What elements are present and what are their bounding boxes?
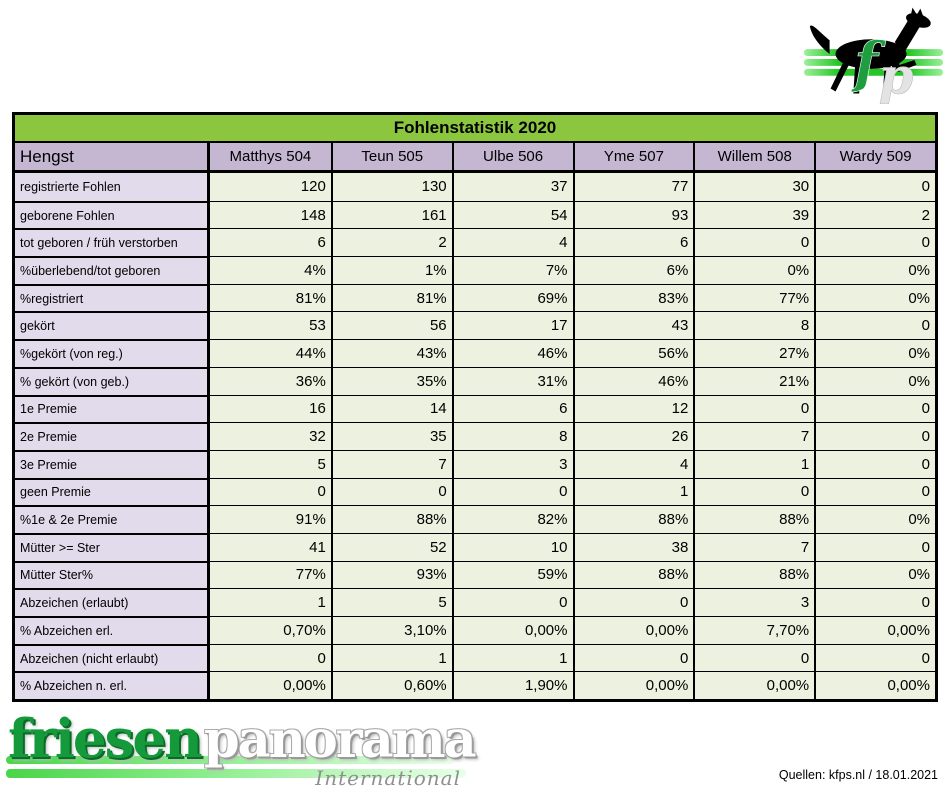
row-label: % Abzeichen n. erl. <box>15 671 210 699</box>
table-row <box>15 256 935 284</box>
source-caption: Quellen: kfps.nl / 18.01.2021 <box>778 768 938 782</box>
cell-value: 0,00% <box>814 616 935 644</box>
cell-value: 0 <box>331 478 452 506</box>
cell-value: 0,00% <box>210 671 331 699</box>
table-body <box>15 173 935 699</box>
row-label: % Abzeichen erl. <box>15 616 210 644</box>
cell-value: 6 <box>573 228 694 256</box>
table-row <box>15 588 935 616</box>
wordmark-friesen: friesen <box>8 708 201 770</box>
table-row <box>15 671 935 699</box>
cell-value: 93 <box>573 201 694 229</box>
cell-value: 46% <box>452 339 573 367</box>
cell-value: 32 <box>210 422 331 450</box>
cell-value: 37 <box>452 173 573 201</box>
cell-value: 2 <box>331 228 452 256</box>
cell-value: 0 <box>693 478 814 506</box>
cell-value: 52 <box>331 533 452 561</box>
cell-value: 0,00% <box>573 616 694 644</box>
monogram-f: f <box>854 30 879 96</box>
column-header: Ulbe 506 <box>452 143 573 170</box>
cell-value: 0 <box>814 228 935 256</box>
horse-logo <box>800 6 948 106</box>
cell-value: 56 <box>331 311 452 339</box>
row-label: Mütter >= Ster <box>15 533 210 561</box>
cell-value: 1 <box>452 644 573 672</box>
row-label: Abzeichen (nicht erlaubt) <box>15 644 210 672</box>
cell-value: 16 <box>210 395 331 423</box>
cell-value: 59% <box>452 561 573 589</box>
cell-value: 7,70% <box>693 616 814 644</box>
row-label: registrierte Fohlen <box>15 173 210 201</box>
cell-value: 88% <box>573 561 694 589</box>
row-label: %überlebend/tot geboren <box>15 256 210 284</box>
wordmark-international: International <box>315 766 461 790</box>
cell-value: 5 <box>210 450 331 478</box>
cell-value: 0% <box>814 284 935 312</box>
cell-value: 1 <box>331 644 452 672</box>
cell-value: 0 <box>693 395 814 423</box>
cell-value: 0,00% <box>573 671 694 699</box>
cell-value: 88% <box>573 505 694 533</box>
cell-value: 148 <box>210 201 331 229</box>
cell-value: 35% <box>331 367 452 395</box>
cell-value: 38 <box>573 533 694 561</box>
cell-value: 88% <box>693 505 814 533</box>
cell-value: 77 <box>573 173 694 201</box>
table-row <box>15 395 935 423</box>
cell-value: 161 <box>331 201 452 229</box>
cell-value: 0,00% <box>814 671 935 699</box>
cell-value: 82% <box>452 505 573 533</box>
cell-value: 36% <box>210 367 331 395</box>
row-label: 3e Premie <box>15 450 210 478</box>
cell-value: 1 <box>693 450 814 478</box>
cell-value: 0% <box>693 256 814 284</box>
cell-value: 0 <box>814 644 935 672</box>
row-label: Abzeichen (erlaubt) <box>15 588 210 616</box>
row-label: %registriert <box>15 284 210 312</box>
table-row <box>15 311 935 339</box>
friesenpanorama-wordmark <box>6 708 475 800</box>
cell-value: 0 <box>210 478 331 506</box>
cell-value: 0 <box>814 478 935 506</box>
row-header-label: Hengst <box>15 143 210 170</box>
table-row <box>15 450 935 478</box>
cell-value: 3 <box>693 588 814 616</box>
table-row <box>15 228 935 256</box>
cell-value: 81% <box>210 284 331 312</box>
cell-value: 14 <box>331 395 452 423</box>
monogram-p: p <box>878 47 914 106</box>
cell-value: 6 <box>210 228 331 256</box>
table-row <box>15 201 935 229</box>
cell-value: 56% <box>573 339 694 367</box>
row-label: %gekört (von reg.) <box>15 339 210 367</box>
cell-value: 69% <box>452 284 573 312</box>
row-label: geen Premie <box>15 478 210 506</box>
wordmark-panorama: panorama <box>204 710 475 770</box>
table-row <box>15 284 935 312</box>
row-label: geborene Fohlen <box>15 201 210 229</box>
table-row <box>15 644 935 672</box>
cell-value: 0% <box>814 256 935 284</box>
column-header: Yme 507 <box>573 143 694 170</box>
row-label: gekört <box>15 311 210 339</box>
table-row <box>15 561 935 589</box>
row-label: %1e & 2e Premie <box>15 505 210 533</box>
cell-value: 0% <box>814 505 935 533</box>
table-row <box>15 173 935 201</box>
cell-value: 130 <box>331 173 452 201</box>
cell-value: 1% <box>331 256 452 284</box>
cell-value: 88% <box>331 505 452 533</box>
cell-value: 77% <box>693 284 814 312</box>
cell-value: 88% <box>693 561 814 589</box>
horse-icon <box>800 6 948 106</box>
cell-value: 0 <box>210 644 331 672</box>
cell-value: 0 <box>573 644 694 672</box>
cell-value: 0 <box>814 173 935 201</box>
header-row <box>15 143 935 173</box>
cell-value: 26 <box>573 422 694 450</box>
cell-value: 41 <box>210 533 331 561</box>
cell-value: 27% <box>693 339 814 367</box>
table-row <box>15 367 935 395</box>
row-label: Mütter Ster% <box>15 561 210 589</box>
cell-value: 0 <box>814 588 935 616</box>
cell-value: 12 <box>573 395 694 423</box>
cell-value: 3 <box>452 450 573 478</box>
column-header: Teun 505 <box>331 143 452 170</box>
cell-value: 1 <box>210 588 331 616</box>
cell-value: 0,00% <box>452 616 573 644</box>
cell-value: 7% <box>452 256 573 284</box>
cell-value: 39 <box>693 201 814 229</box>
row-label: 2e Premie <box>15 422 210 450</box>
cell-value: 0,70% <box>210 616 331 644</box>
cell-value: 91% <box>210 505 331 533</box>
table-row <box>15 616 935 644</box>
table-row <box>15 478 935 506</box>
cell-value: 8 <box>693 311 814 339</box>
cell-value: 43 <box>573 311 694 339</box>
cell-value: 44% <box>210 339 331 367</box>
cell-value: 6% <box>573 256 694 284</box>
cell-value: 4 <box>573 450 694 478</box>
column-header: Matthys 504 <box>210 143 331 170</box>
cell-value: 7 <box>331 450 452 478</box>
cell-value: 0% <box>814 339 935 367</box>
cell-value: 6 <box>452 395 573 423</box>
row-label: tot geboren / früh verstorben <box>15 228 210 256</box>
cell-value: 7 <box>693 533 814 561</box>
cell-value: 0% <box>814 367 935 395</box>
cell-value: 0,60% <box>331 671 452 699</box>
cell-value: 120 <box>210 173 331 201</box>
foal-statistics-table <box>12 112 938 702</box>
cell-value: 83% <box>573 284 694 312</box>
cell-value: 1,90% <box>452 671 573 699</box>
cell-value: 93% <box>331 561 452 589</box>
table-title: Fohlenstatistik 2020 <box>15 115 935 143</box>
cell-value: 46% <box>573 367 694 395</box>
cell-value: 21% <box>693 367 814 395</box>
table-row <box>15 533 935 561</box>
cell-value: 0 <box>693 644 814 672</box>
column-header: Willem 508 <box>693 143 814 170</box>
cell-value: 0 <box>814 450 935 478</box>
cell-value: 0 <box>452 478 573 506</box>
cell-value: 81% <box>331 284 452 312</box>
row-label: 1e Premie <box>15 395 210 423</box>
cell-value: 0 <box>814 533 935 561</box>
cell-value: 5 <box>331 588 452 616</box>
table-row <box>15 339 935 367</box>
cell-value: 35 <box>331 422 452 450</box>
column-header: Wardy 509 <box>814 143 935 170</box>
table-row <box>15 422 935 450</box>
cell-value: 30 <box>693 173 814 201</box>
cell-value: 0 <box>814 311 935 339</box>
cell-value: 7 <box>693 422 814 450</box>
cell-value: 8 <box>452 422 573 450</box>
cell-value: 0,00% <box>693 671 814 699</box>
cell-value: 54 <box>452 201 573 229</box>
cell-value: 4% <box>210 256 331 284</box>
table-row <box>15 505 935 533</box>
cell-value: 3,10% <box>331 616 452 644</box>
cell-value: 0 <box>693 228 814 256</box>
cell-value: 31% <box>452 367 573 395</box>
cell-value: 0 <box>452 588 573 616</box>
cell-value: 4 <box>452 228 573 256</box>
cell-value: 0 <box>814 395 935 423</box>
cell-value: 0 <box>573 588 694 616</box>
cell-value: 1 <box>573 478 694 506</box>
cell-value: 2 <box>814 201 935 229</box>
cell-value: 53 <box>210 311 331 339</box>
cell-value: 17 <box>452 311 573 339</box>
cell-value: 43% <box>331 339 452 367</box>
cell-value: 10 <box>452 533 573 561</box>
cell-value: 0% <box>814 561 935 589</box>
row-label: % gekört (von geb.) <box>15 367 210 395</box>
cell-value: 0 <box>814 422 935 450</box>
cell-value: 77% <box>210 561 331 589</box>
